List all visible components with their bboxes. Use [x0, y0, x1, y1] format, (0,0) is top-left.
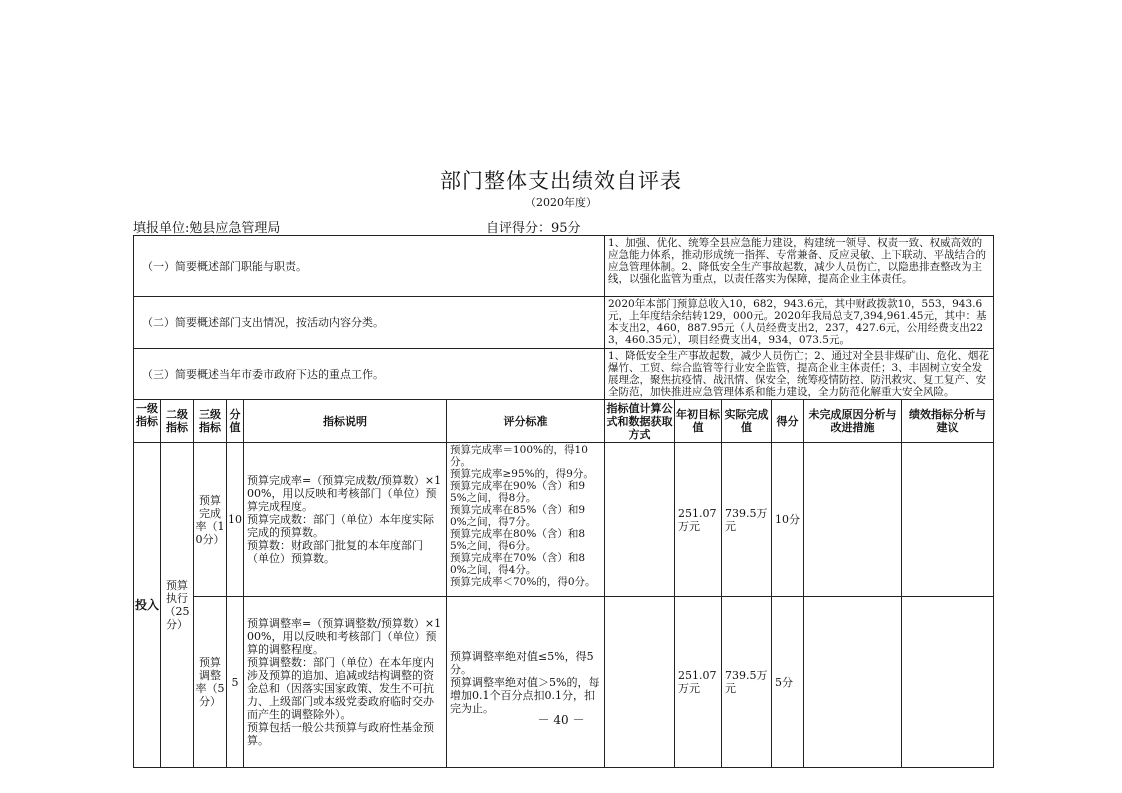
header-desc: 指标说明: [244, 400, 447, 443]
target-cell: 251.07万元: [675, 597, 722, 768]
reason-cell: [804, 597, 902, 768]
summary-label: （二）简要概述部门支出情况，按活动内容分类。: [134, 297, 605, 349]
summary-row-1: [134, 236, 994, 297]
header-row: [134, 400, 994, 443]
analysis-cell: [902, 597, 994, 768]
method-cell: [605, 597, 675, 768]
level1-cell: 投入: [134, 443, 161, 768]
header-level1: 一级指标: [134, 400, 161, 443]
header-method: 指标值计算公式和数据获取方式: [606, 401, 673, 441]
level3-cell: 预算完成率（10分）: [194, 443, 227, 597]
header-reason: 未完成原因分析与改进措施: [804, 400, 902, 443]
reason-cell: [804, 443, 902, 597]
criteria-cell: 预算调整率绝对值≤5%，得5分。 预算调整率绝对值＞5%的，每增加0.1个百分点扣0.1分，扣完为止。: [447, 597, 605, 768]
header-level2: 二级指标: [161, 400, 194, 443]
got-cell: 10分: [772, 443, 804, 597]
score-cell: 5: [227, 597, 244, 768]
score-cell: 10: [227, 443, 244, 597]
actual-cell: 739.5万元: [722, 597, 772, 768]
header-actual: 实际完成值: [722, 400, 772, 443]
criteria-cell: 预算完成率＝100%的，得10分。 预算完成率≥95%的，得9分。 预算完成率在90%（含）和95%之间，得8分。 预算完成率在85%（含）和90%之间，得7分。 预算完成率在80%（含）和85%之间，得6分。 预算完成率在70%（含）和80%之间，得4分。 预算完成率＜70%的，得0分。: [447, 443, 605, 597]
actual-cell: 739.5万元: [722, 443, 772, 597]
summary-text: 2020年本部门预算总收入10，682，943.6元，其中财政拨款10，553，943.6元，上年度结余结转129，000元。2020年我局总支7,394,961.45元，其中：基本支出2，460，887.95元（人员经费支出2，237，427.6元，公用经费支出223，460.35元），项目经费支出4，934，073.5元。: [605, 297, 994, 349]
header-got: 得分: [772, 400, 804, 443]
header-score: 分值: [227, 400, 244, 443]
level3-cell: 预算调整率（5分）: [194, 597, 227, 768]
desc-cell: 预算完成率=（预算完成数/预算数）×100%，用以反映和考核部门（单位）预算完成程度。 预算完成数：部门（单位）本年度实际完成的预算数。 预算数：财政部门批复的本年度部门（单位）预算数。: [244, 443, 447, 597]
summary-label: （三）简要概述当年市委市政府下达的重点工作。: [134, 349, 605, 400]
self-score: 自评得分：95分: [486, 221, 581, 236]
desc-cell: 预算调整率=（预算调整数/预算数）×100%，用以反映和考核部门（单位）预算的调整程度。 预算调整数：部门（单位）在本年度内涉及预算的追加、追减或结构调整的资金总和（因落实国家政策、发生不可抗力、上级部门或本级党委政府临时交办而产生的调整除外）。 预算包括一般公共预算与政府性基金预算。: [244, 597, 447, 768]
table-row: [134, 597, 994, 768]
analysis-cell: [902, 443, 994, 597]
report-year: （2020年度）: [525, 196, 597, 209]
header-criteria: 评分标准: [447, 400, 605, 443]
page-title: 部门整体支出绩效自评表: [440, 169, 682, 193]
summary-row-3: [134, 349, 994, 400]
got-cell: 5分: [772, 597, 804, 768]
summary-label: （一）简要概述部门职能与职责。: [134, 236, 605, 297]
level2-cell: 预算执行（25分）: [161, 443, 194, 768]
summary-row-2: [134, 297, 994, 349]
header-analysis: 绩效指标分析与建议: [902, 400, 994, 443]
summary-text: 1、加强、优化、统筹全县应急能力建设，构建统一领导、权责一致、权威高效的应急能力体系，推动形成统一指挥、专常兼备、反应灵敏、上下联动、平战结合的应急管理体制。2、降低安全生产事故起数，减少人员伤亡，以隐患排查整改为主线，以强化监管为重点，以责任落实为保障，提高企业主体责任。: [605, 236, 994, 297]
method-cell: [605, 443, 675, 597]
page-number: － 40 －: [537, 713, 585, 727]
table-row: [134, 443, 994, 597]
summary-text: 1、降低安全生产事故起数，减少人员伤亡；2、通过对全县非煤矿山、危化、烟花爆竹、工贸、综合监管等行业安全监管，提高企业主体责任；3、丰固树立安全发展理念，聚焦抗疫情、战汛情、保安全，统筹疫情防控、防汛救灾、复工复产、安全防范，加快推进应急管理体系和能力建设，全力防范化解重大安全风险。: [605, 349, 994, 400]
reporting-unit: 填报单位:勉县应急管理局: [133, 221, 281, 236]
header-level3: 三级指标: [194, 400, 227, 443]
target-cell: 251.07万元: [675, 443, 722, 597]
performance-table: [133, 235, 994, 768]
header-target: 年初目标值: [675, 400, 722, 443]
